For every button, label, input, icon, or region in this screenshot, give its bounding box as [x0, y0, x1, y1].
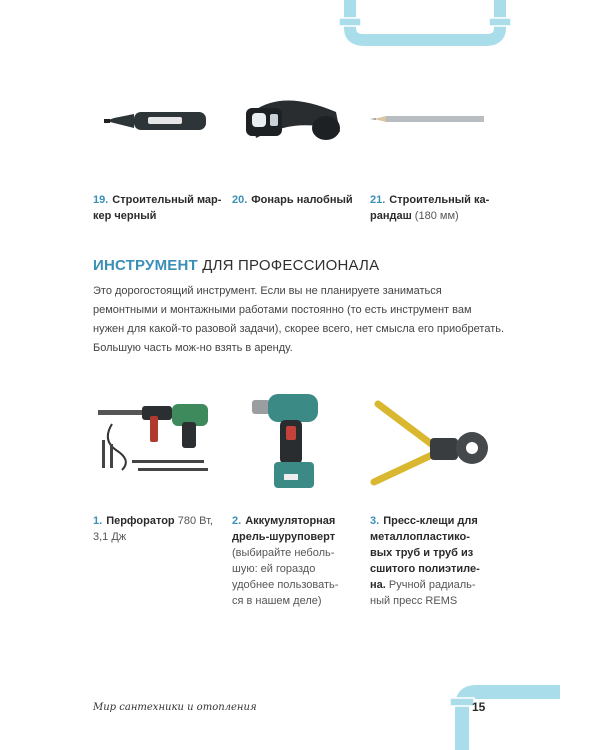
tool-detail: ся в нашем деле): [232, 595, 322, 607]
tool-caption-21: [370, 192, 500, 224]
tool-caption-19: [93, 192, 223, 224]
tool-detail: 780 Вт,: [174, 515, 213, 527]
tool-number: 21.: [370, 194, 386, 206]
tool-detail-cont: 3,1 Дж: [93, 531, 127, 543]
pipe-decoration-top: [330, 0, 520, 55]
press-pliers-image: [368, 398, 492, 490]
book-title: Мир сантехники и отопления: [93, 702, 257, 713]
tool-number: 1.: [93, 515, 103, 527]
tool-number: 19.: [93, 194, 109, 206]
tool-number: 3.: [370, 515, 380, 527]
pro-tool-caption-2: [232, 513, 362, 609]
tool-name-cont: кер черный: [93, 210, 157, 222]
tool-detail: Ручной радиаль-: [385, 579, 476, 591]
pencil-image: [370, 112, 486, 126]
tool-name-cont: металлопластико-: [370, 531, 470, 543]
tool-detail: удобнее пользовать-: [232, 579, 339, 591]
tool-name: Фонарь налобный: [251, 194, 353, 206]
headlamp-image: [240, 94, 346, 150]
tool-detail: (180 мм): [411, 210, 459, 222]
tool-name: Строительный ка-: [389, 194, 490, 206]
tool-detail: шую: ей гораздо: [232, 563, 316, 575]
tool-name: Аккумуляторная: [245, 515, 336, 527]
heading-rest: ДЛЯ ПРОФЕССИОНАЛА: [197, 257, 380, 274]
pipe-decoration-bottom: [440, 676, 600, 750]
section-heading: [93, 257, 379, 274]
heading-accent: ИНСТРУМЕНТ: [93, 257, 198, 274]
tool-name: Строительный мар-: [112, 194, 222, 206]
tool-caption-20: [232, 192, 362, 208]
section-paragraph: Это дорогостоящий инструмент. Если вы не планируете заниматься ремонтными и монтажными работами постоянно (то есть инструмент вам нужен для какой-то разовой задачи), скорее всего, нет смысла его приобретать. Большую часть мож-но взять в аренду.: [93, 285, 505, 354]
tool-name: Перфоратор: [106, 515, 175, 527]
pro-tool-caption-1: [93, 513, 223, 545]
tool-number: 20.: [232, 194, 248, 206]
tool-name-cont: дрель-шуруповерт: [232, 531, 336, 543]
tool-name-cont: вых труб и труб из: [370, 547, 474, 559]
marker-image: [104, 108, 210, 138]
pro-tool-caption-3: [370, 513, 510, 609]
tool-name-cont: рандаш: [370, 210, 412, 222]
tool-detail: (выбирайте неболь-: [232, 547, 335, 559]
tool-detail: ный пресс REMS: [370, 595, 458, 607]
tool-number: 2.: [232, 515, 242, 527]
tool-name-cont: сшитого полиэтиле-: [370, 563, 480, 575]
perforator-image: [92, 400, 220, 480]
tool-name-cont: на.: [370, 579, 386, 591]
tool-name: Пресс-клещи для: [383, 515, 478, 527]
drill-image: [250, 386, 334, 496]
page-number: 15: [472, 700, 486, 714]
